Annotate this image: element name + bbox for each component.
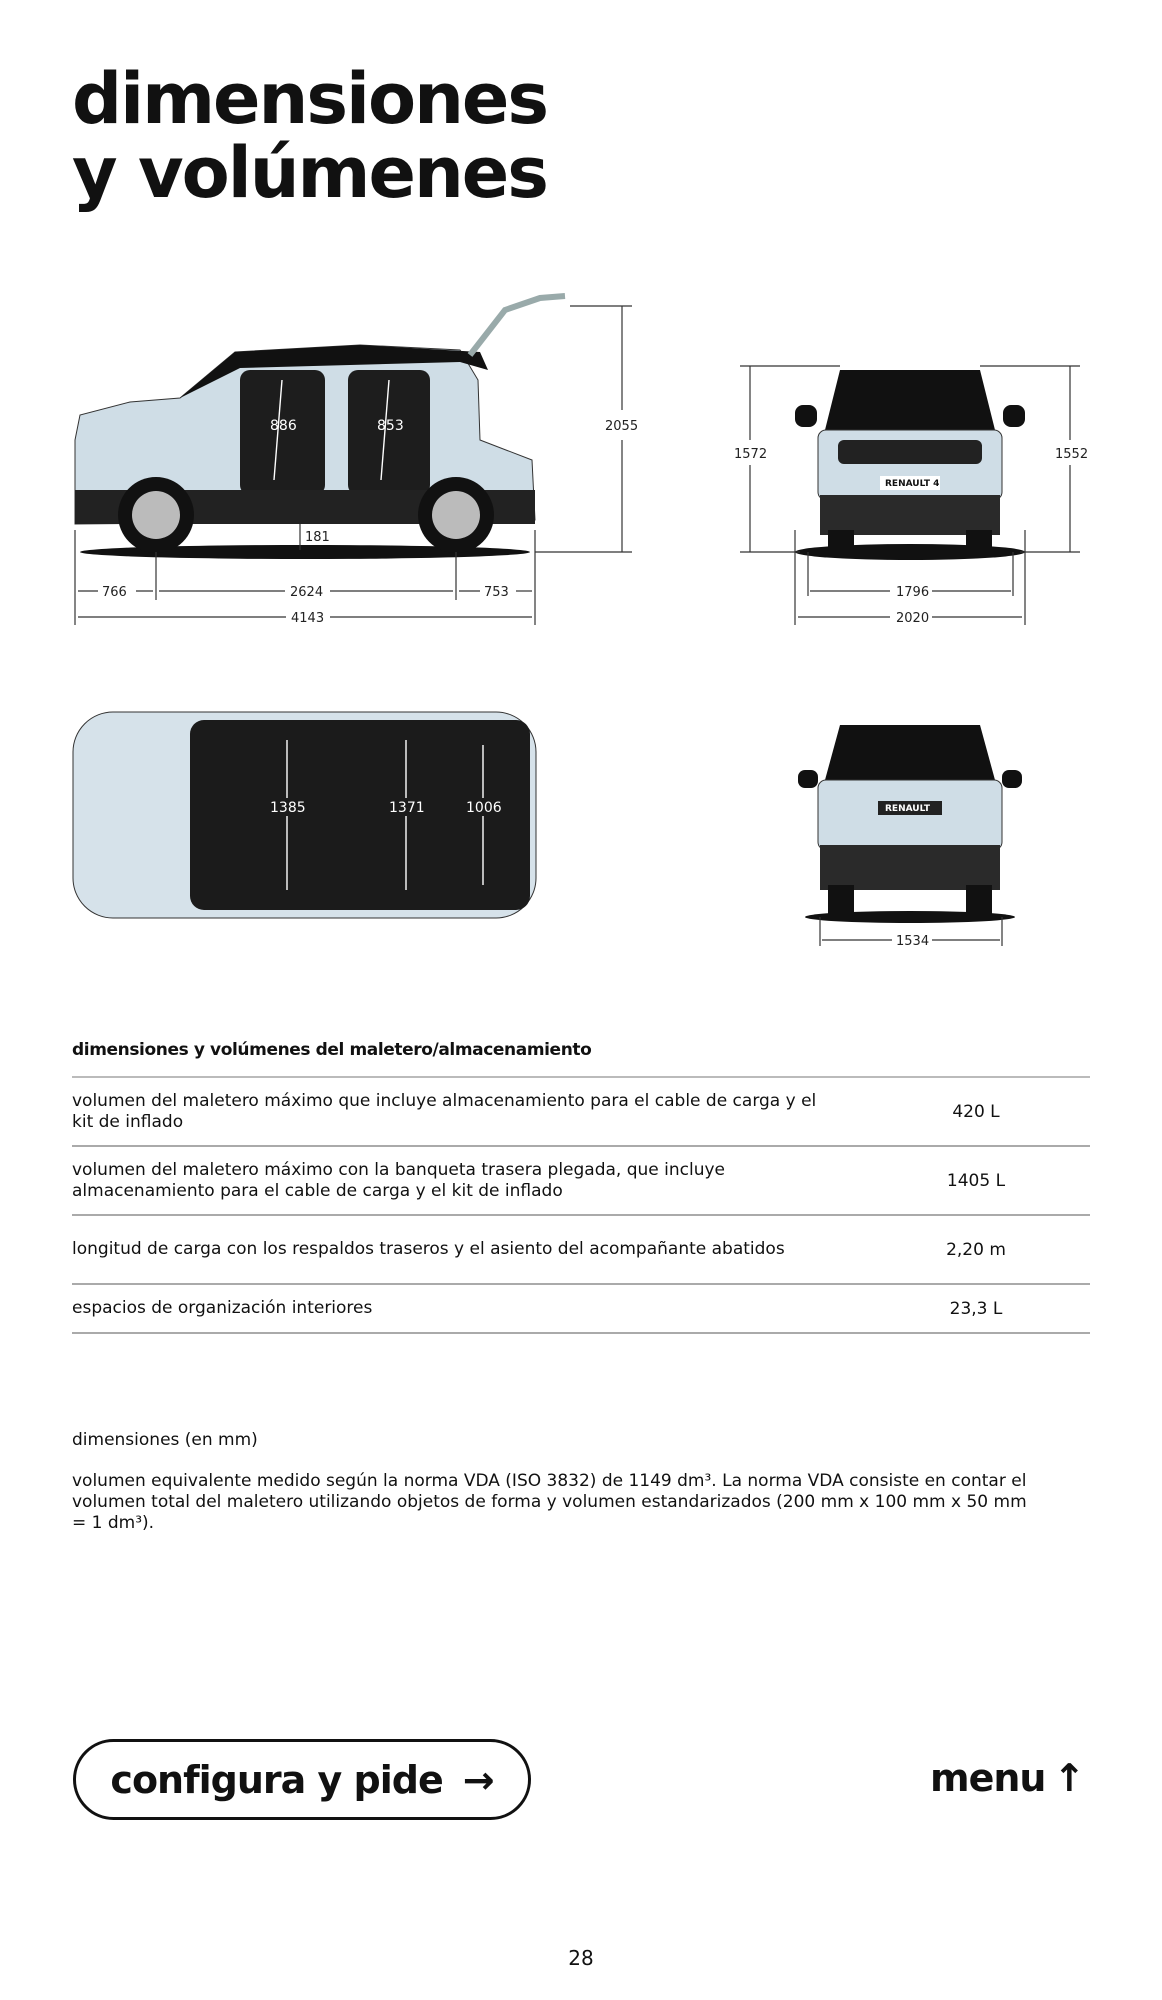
row-label: longitud de carga con los respaldos traseros y el asiento del acompañante abatidos xyxy=(72,1239,785,1259)
width-front-label: 1385 xyxy=(270,800,306,816)
front-wheel-left xyxy=(828,530,854,552)
rear-bumper xyxy=(820,845,1000,890)
menu-link[interactable] xyxy=(930,1756,1084,1800)
rear-plate-text: RENAULT xyxy=(885,804,930,814)
row-label: volumen del maletero máximo que incluye almacenamiento para el cable de carga y el kit de inflado xyxy=(72,1090,817,1132)
row-label: espacios de organización interiores xyxy=(72,1298,373,1318)
door-rear-label: 853 xyxy=(377,418,404,434)
width-label: 1796 xyxy=(896,585,930,600)
front-overhang-label: 766 xyxy=(102,585,127,600)
rear-roof xyxy=(825,725,995,780)
row-label: volumen del maletero máximo con la banqueta trasera plegada, que incluye almacenamiento para el cable de carga y el kit de inflado xyxy=(72,1159,726,1201)
height-right-label: 1552 xyxy=(1055,447,1089,462)
table-row xyxy=(72,1285,1090,1334)
arrow-right-icon: → xyxy=(462,1757,494,1802)
title-line-1: dimensiones xyxy=(72,58,548,140)
rear-mirror-left xyxy=(798,770,818,788)
footnotes xyxy=(72,1430,1032,1554)
width-mid-label: 1371 xyxy=(389,800,425,816)
page-number: 28 xyxy=(568,1946,594,1970)
row-value: 23,3 L xyxy=(949,1298,1003,1319)
front-view-diagram xyxy=(734,290,1140,630)
row-value: 2,20 m xyxy=(946,1239,1006,1260)
rear-overhang-label: 753 xyxy=(484,585,509,600)
rear-mirror-right xyxy=(1002,770,1022,788)
title-line-2: y volúmenes xyxy=(72,132,547,214)
front-bumper xyxy=(820,495,1000,535)
door-front-label: 886 xyxy=(270,418,297,434)
rear-view-diagram xyxy=(780,710,1040,950)
height-left-label: 1572 xyxy=(734,447,768,462)
rear-wheel-left xyxy=(828,885,854,917)
vda-note: volumen equivalente medido según la norma VDA (ISO 3832) de 1149 dm³. La norma VDA consiste en contar el volumen total del maletero utilizando objetos de forma y volumen estandarizados (200 mm x 100 mm x 50 mm = 1 dm³). xyxy=(72,1471,1027,1533)
track-label: 1534 xyxy=(896,934,930,949)
height-open-label: 2055 xyxy=(605,419,639,434)
width-rear-label: 1006 xyxy=(466,800,502,816)
units-note: dimensiones (en mm) xyxy=(72,1430,258,1450)
side-view-diagram xyxy=(60,290,660,630)
storage-table xyxy=(72,1040,1090,1334)
row-value: 1405 L xyxy=(946,1170,1006,1191)
front-mirror-right xyxy=(1003,405,1025,427)
tailgate xyxy=(470,296,565,355)
rear-rim xyxy=(432,491,480,539)
front-grille xyxy=(838,440,982,464)
ground-clearance-label: 181 xyxy=(305,530,330,545)
menu-label: menu xyxy=(930,1756,1046,1800)
wheelbase-label: 2624 xyxy=(290,585,324,600)
front-rim xyxy=(132,491,180,539)
table-row xyxy=(72,1147,1090,1216)
top-view-diagram xyxy=(60,690,560,940)
cta-label: configura y pide xyxy=(110,1757,443,1802)
width-mirrors-label: 2020 xyxy=(896,611,930,626)
table-row xyxy=(72,1078,1090,1147)
rear-wheel-right xyxy=(966,885,992,917)
length-label: 4143 xyxy=(291,611,325,626)
table-heading: dimensiones y volúmenes del maletero/almacenamiento xyxy=(72,1040,1090,1078)
row-value: 420 L xyxy=(952,1101,1000,1122)
table-row xyxy=(72,1216,1090,1285)
configure-and-order-button[interactable] xyxy=(73,1739,531,1820)
front-mirror-left xyxy=(795,405,817,427)
arrow-up-icon: ↑ xyxy=(1053,1756,1085,1800)
front-roof xyxy=(825,370,995,430)
front-wheel-right xyxy=(966,530,992,552)
front-plate-text: RENAULT 4 xyxy=(885,479,940,489)
page-title xyxy=(72,58,548,214)
